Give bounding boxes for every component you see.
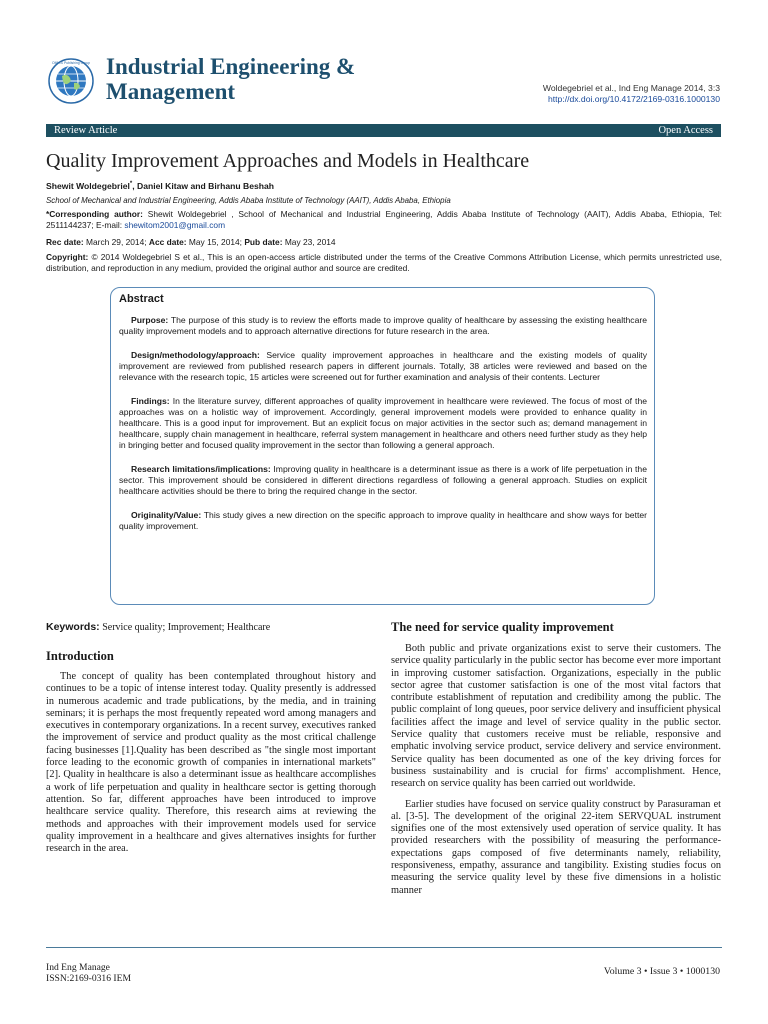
need-body — [391, 643, 721, 905]
copyright — [46, 252, 722, 274]
article-type-bar — [46, 124, 721, 137]
need-paragraph-2: Earlier studies have focused on service quality construct by Parasuraman et al. [3-5]. The development of the original 22-item SERVQUAL instrument signifies one of the most extensively used operation of service quality. It has provided researchers with the possibility of measuring the performance-expectations gaps composed of five determinants namely, reliability, responsiveness, empathy, assurance and tangibility. Existing studies focus on measuring the service quality level by these five dimensions in a holistic manner — [391, 798, 721, 896]
citation-block — [543, 83, 720, 105]
abstract-heading: Abstract — [119, 293, 164, 305]
keywords — [46, 621, 270, 633]
pub-date: May 23, 2014 — [284, 237, 336, 247]
pub-date-label: Pub date: — [244, 237, 283, 247]
author-first: Shewit Woldegebriel — [46, 181, 130, 191]
limitations-text: Improving quality in healthcare is a determinant issue as there is a work of life perpetuation in the sector. This improvement should be considered in different directions regardless of following a general approach. Studies on explicit healthcare activities should be there to bring the required change in the sector. — [119, 464, 647, 496]
introduction-paragraph: The concept of quality has been contemplated throughout history and continues to be a topic of intense interest today. Quality presently is addressed in numerous academic and trade publications, by the media, and in training seminars; it is perhaps the most frequently repeated word among managers and executives in contemporary organizations. In a recent survey, executives ranked the improvement of service and product quality as the most critical challenge facing businesses [1].Quality has been described as "the single most important force leading to the economic growth of companies in international markets" [2]. Quality in healthcare is also a determinant issue as healthcare accomplishes a work of life perpetuation and quality in healthcare sector is getting thorough attention. So far, different approaches have been introduced to improve healthcare service quality. Therefore, this research aims at reviewing the methods and approaches with their improvement models used for service quality improvement in a healthcare and gives alternatives insights for further research in the area. — [46, 671, 376, 855]
corresponding-label: *Corresponding author: — [46, 209, 143, 219]
introduction-heading: Introduction — [46, 649, 114, 663]
email-link[interactable]: shewitom2001@gmail.com — [124, 220, 226, 230]
originality-text: This study gives a new direction on the specific approach to improve quality in healthcare and show ways for better quality improvement. — [119, 510, 648, 531]
authors — [46, 181, 274, 191]
limitations-label: Research limitations/implications: — [131, 464, 271, 474]
author-asterisk: * — [129, 181, 133, 188]
article-title: Quality Improvement Approaches and Models in Healthcare — [46, 150, 530, 172]
author-rest: , Daniel Kitaw and Birhanu Beshah — [132, 181, 275, 191]
corresponding-text: Shewit Woldegebriel , School of Mechanical and Industrial Engineering, Addis Ababa Institute of Technology (AAIT), Addis Ababa, Ethiopia, Tel: 2511144237; E-mail: — [46, 209, 723, 230]
findings-text: In the literature survey, different approaches of quality improvement in healthcare were reviewed. The focus of most of the approaches was on a holistic way of improvement. Accordingly, general improvement models were provided to enhance quality in healthcare. This is a good input for improvement. But an explicit focus on major activities in the sector such as; demand management in healthcare, supply chain management in healthcare, referral system management in healthcare and others need further study as they help in bringing better and focused quality improvement in the sector than following a general approach. — [119, 396, 648, 450]
footer-volume: Volume 3 • Issue 3 • 1000130 — [603, 966, 720, 977]
need-heading: The need for service quality improvement — [391, 620, 614, 634]
corresponding-author — [46, 209, 722, 231]
introduction-body — [46, 671, 376, 863]
keywords-label: Keywords: — [46, 621, 100, 633]
journal-title-line2: Management — [106, 79, 236, 104]
findings-label: Findings: — [131, 396, 170, 406]
design-label: Design/methodology/approach: — [131, 350, 260, 360]
publisher-globe-logo — [48, 58, 94, 104]
abstract-design — [119, 350, 647, 383]
open-access-label: Open Access — [658, 125, 713, 136]
need-paragraph-1: Both public and private organizations exist to serve their customers. The service quality particularly in the public sector has become ever more important in improving customer satisfaction. Organizations, especially in the public sector agree that customer satisfaction is one of the most vital factors that contribute establishment of reputation and credibility among the public. The public complaint of long queues, poor service delivery and insufficient physical facilities affect the image and level of service quality in the public sector. Service quality that customers receive must be reliable, responsive and emphatic involving service product, service delivery and service environment. Service quality has been documented as one of the key driving forces for business sustainability and is crucial for firms' accomplishment. Hence, research on service quality has been carried out worldwide. — [391, 643, 721, 790]
purpose-text: The purpose of this study is to review the efforts made to improve quality of healthcare by assessing the existing healthcare quality improvement models and to approach alternative directions for future research in the area. — [119, 315, 648, 336]
abstract-findings — [119, 396, 647, 451]
acc-date-label: Acc date: — [148, 237, 187, 247]
doi-link[interactable]: http://dx.doi.org/10.4172/2169-0316.1000130 — [547, 94, 720, 104]
footer-divider — [46, 947, 722, 948]
citation-text: Woldegebriel et al., Ind Eng Manage 2014, 3:3 — [542, 83, 720, 93]
keywords-text: Service quality; Improvement; Healthcare — [102, 622, 271, 633]
abstract-purpose — [119, 315, 647, 337]
journal-title — [106, 54, 355, 104]
acc-date: May 15, 2014; — [188, 237, 242, 247]
purpose-label: Purpose: — [131, 315, 169, 325]
abstract-limitations — [119, 464, 647, 497]
copyright-text: © 2014 Woldegebriel S et al., This is an open-access article distributed under the terms of the Creative Commons Attribution License, which permits unrestricted use, distribution, and reproduction in any medium, provided the original author and source are credited. — [46, 252, 723, 273]
article-type-label: Review Article — [54, 125, 118, 136]
rec-date-label: Rec date: — [46, 237, 84, 247]
footer-journal-abbrev: Ind Eng Manage — [46, 962, 110, 973]
abstract-originality — [119, 510, 647, 532]
copyright-label: Copyright: — [46, 252, 89, 262]
design-text: Service quality improvement approaches in healthcare and the existing models of quality improvement are reviewed from published research papers in different journals. Totally, 38 articles were reviewed and based on the relevance with the research topic, 15 articles were screened out for further examination and analysis of their contents. Lecturer — [119, 350, 647, 382]
journal-title-line1: Industrial Engineering & — [106, 54, 356, 79]
footer-issn: ISSN:2169-0316 IEM — [46, 973, 132, 984]
affiliation: School of Mechanical and Industrial Engineering, Addis Ababa Institute of Technology (AAIT), Addis Ababa, Ethiopia — [46, 196, 451, 205]
rec-date: March 29, 2014; — [86, 237, 147, 247]
publisher-logo-lettering: OMICS Publishing Group — [51, 61, 91, 65]
originality-label: Originality/Value: — [131, 510, 202, 520]
footer-journal-info — [46, 962, 131, 984]
abstract-box — [110, 287, 655, 605]
dates-line — [46, 237, 722, 248]
